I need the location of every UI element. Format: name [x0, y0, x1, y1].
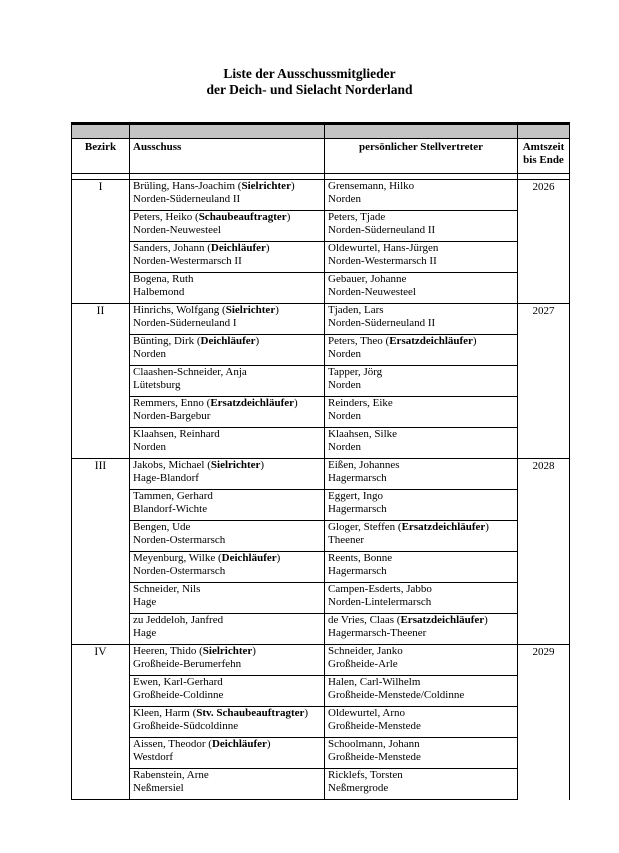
member-row [72, 304, 570, 335]
deputy-place: Hagermarsch [328, 471, 387, 484]
member-name: Aissen, Theodor [133, 738, 206, 750]
member-cell [130, 521, 325, 552]
header-bar-cell [72, 124, 130, 139]
member-role: Stv. Schaubeauftragter [196, 707, 305, 719]
deputy-place: Norden [328, 192, 361, 205]
deputy-cell [325, 707, 518, 738]
deputy-role: Ersatzdeichläufer [389, 335, 473, 347]
member-name: Bünting, Dirk [133, 335, 195, 347]
member-name-line [133, 428, 321, 441]
member-row [72, 707, 570, 738]
deputy-cell [325, 366, 518, 397]
member-name: Schneider, Nils [133, 583, 201, 595]
title-line-2: der Deich- und Sielacht Norderland [206, 82, 413, 97]
deputy-name: Reents, Bonne [328, 552, 393, 564]
member-place: Norden-Bargebur [133, 409, 211, 422]
deputy-name: Tjaden, Lars [328, 304, 384, 316]
member-name: Remmers, Enno [133, 397, 204, 409]
deputy-name-line [328, 459, 514, 472]
member-name: zu Jeddeloh, Janfred [133, 614, 224, 626]
member-cell [130, 304, 325, 335]
member-name-line [133, 614, 321, 627]
deputy-name-line [328, 366, 514, 379]
deputy-cell [325, 397, 518, 428]
member-row [72, 738, 570, 769]
deputy-place: Norden [328, 378, 361, 391]
deputy-place: Norden-Süderneuland II [328, 223, 436, 236]
member-name-line [133, 490, 321, 503]
deputy-place: Norden-Süderneuland II [328, 316, 436, 329]
member-place: Norden-Ostermarsch [133, 564, 226, 577]
member-cell [130, 428, 325, 459]
deputy-name: Campen-Esderts, Jabbo [328, 583, 432, 595]
member-place: Norden-Süderneuland I [133, 316, 237, 329]
deputy-name: de Vries, Claas [328, 614, 395, 626]
deputy-role: Ersatzdeichläufer [400, 614, 485, 626]
header-row [72, 139, 570, 174]
member-place: Halbemond [133, 285, 185, 298]
deputy-name-line: Peters, Theo (Ersatzdeichläufer) [328, 335, 477, 347]
member-row [72, 211, 570, 242]
member-name-line: Meyenburg, Wilke (Deichläufer) [133, 552, 281, 564]
member-name-line [133, 676, 321, 689]
member-name: Heeren, Thido [133, 645, 197, 657]
deputy-place: Hagermarsch-Theener [328, 626, 427, 639]
deputy-name-line [328, 707, 514, 720]
member-name-line [133, 583, 321, 596]
deputy-name: Grensemann, Hilko [328, 180, 415, 192]
header-amtszeit [518, 139, 570, 174]
member-place: Lütetsburg [133, 378, 181, 391]
deputy-name-line [328, 242, 514, 255]
deputy-place: Großheide-Arle [328, 657, 398, 670]
member-cell [130, 335, 325, 366]
member-row [72, 180, 570, 211]
member-name: Bogena, Ruth [133, 273, 194, 285]
member-name: Claashen-Schneider, Anja [133, 366, 247, 378]
member-cell [130, 552, 325, 583]
member-cell [130, 583, 325, 614]
member-cell [130, 211, 325, 242]
deputy-cell [325, 273, 518, 304]
deputy-place: Norden-Westermarsch II [328, 254, 437, 267]
deputy-cell [325, 242, 518, 273]
deputy-place: Hagermarsch [328, 502, 387, 515]
deputy-cell [325, 769, 518, 800]
header-bar [72, 124, 570, 139]
deputy-name: Klaahsen, Silke [328, 428, 398, 440]
deputy-name: Ricklefs, Torsten [328, 769, 403, 781]
bezirk-cell: I [72, 180, 130, 304]
bezirk-cell: III [72, 459, 130, 645]
deputy-place: Norden-Lintelermarsch [328, 595, 432, 608]
member-cell [130, 459, 325, 490]
deputy-name-line [328, 211, 514, 224]
amtszeit-cell: 2026 [518, 180, 570, 304]
member-role: Deichläufer [200, 335, 256, 347]
member-place: Blandorf-Wichte [133, 502, 208, 515]
member-role: Sielrichter [210, 459, 261, 471]
member-cell [130, 676, 325, 707]
member-row [72, 242, 570, 273]
member-place: Hage [133, 626, 157, 639]
deputy-name: Schoolmann, Johann [328, 738, 420, 750]
deputy-place: Großheide-Menstede [328, 719, 421, 732]
member-place: Norden-Ostermarsch [133, 533, 226, 546]
bezirk-cell: II [72, 304, 130, 459]
deputy-name: Oldewurtel, Hans-Jürgen [328, 242, 439, 254]
member-place: Norden-Neuwesteel [133, 223, 221, 236]
deputy-name-line [328, 180, 514, 193]
deputy-name-line [328, 738, 514, 751]
member-row [72, 676, 570, 707]
amtszeit-cell: 2027 [518, 304, 570, 459]
deputy-name: Eißen, Johannes [328, 459, 400, 471]
deputy-cell [325, 428, 518, 459]
member-row [72, 459, 570, 490]
deputy-name: Halen, Carl-Wilhelm [328, 676, 421, 688]
member-place: Norden [133, 347, 166, 360]
header-amtszeit-line1: Amtszeit [522, 141, 565, 153]
member-cell [130, 490, 325, 521]
member-name: Kleen, Harm [133, 707, 190, 719]
member-row [72, 397, 570, 428]
deputy-name-line: Gloger, Steffen (Ersatzdeichläufer) [328, 521, 489, 533]
member-cell [130, 180, 325, 211]
member-row [72, 614, 570, 645]
member-role: Schaubeauftragter [198, 211, 287, 223]
deputy-name: Tapper, Jörg [328, 366, 383, 378]
header-amtszeit-line2: bis Ende [523, 153, 564, 166]
member-name: Bengen, Ude [133, 521, 191, 533]
deputy-name: Reinders, Eike [328, 397, 393, 409]
member-name: Tammen, Gerhard [133, 490, 213, 502]
deputy-place: Norden [328, 347, 361, 360]
deputy-cell [325, 459, 518, 490]
deputy-name: Peters, Theo [328, 335, 383, 347]
deputy-name-line [328, 428, 514, 441]
deputy-cell [325, 738, 518, 769]
deputy-cell [325, 211, 518, 242]
deputy-place: Norden [328, 409, 361, 422]
deputy-name: Gebauer, Johanne [328, 273, 407, 285]
member-role: Deichläufer [211, 738, 267, 750]
amtszeit-cell: 2029 [518, 645, 570, 800]
deputy-name-line [328, 769, 514, 782]
deputy-place: Großheide-Menstede [328, 750, 421, 763]
header-bezirk: Bezirk [72, 139, 130, 174]
deputy-name-line [328, 490, 514, 503]
member-place: Großheide-Südcoldinne [133, 719, 239, 732]
member-row [72, 490, 570, 521]
deputy-cell [325, 490, 518, 521]
deputy-cell [325, 521, 518, 552]
member-row [72, 583, 570, 614]
member-name-line: Kleen, Harm (Stv. Schaubeauftragter) [133, 707, 309, 719]
deputy-name-line: de Vries, Claas (Ersatzdeichläufer) [328, 614, 488, 626]
bezirk-cell: IV [72, 645, 130, 800]
deputy-name-line [328, 397, 514, 410]
member-place: Großheide-Coldinne [133, 688, 224, 701]
deputy-name: Eggert, Ingo [328, 490, 383, 502]
deputy-name: Oldewurtel, Arno [328, 707, 405, 719]
member-name: Sanders, Johann [133, 242, 205, 254]
member-name-line: Remmers, Enno (Ersatzdeichläufer) [133, 397, 298, 409]
deputy-name-line [328, 676, 514, 689]
member-name-line: Bünting, Dirk (Deichläufer) [133, 335, 260, 347]
member-name-line: Heeren, Thido (Sielrichter) [133, 645, 256, 657]
member-place: Hage-Blandorf [133, 471, 199, 484]
member-name: Peters, Heiko [133, 211, 193, 223]
member-cell [130, 769, 325, 800]
member-name: Hinrichs, Wolfgang [133, 304, 220, 316]
amtszeit-cell: 2028 [518, 459, 570, 645]
member-name: Brüling, Hans-Joachim [133, 180, 236, 192]
member-name-line [133, 521, 321, 534]
deputy-name-line [328, 583, 514, 596]
member-name-line: Hinrichs, Wolfgang (Sielrichter) [133, 304, 279, 316]
member-role: Deichläufer [210, 242, 266, 254]
header-bar-cell [325, 124, 518, 139]
member-row [72, 645, 570, 676]
deputy-name-line [328, 645, 514, 658]
member-row [72, 521, 570, 552]
member-cell [130, 645, 325, 676]
member-row [72, 335, 570, 366]
member-row [72, 366, 570, 397]
deputy-name-line [328, 552, 514, 565]
member-place: Norden-Westermarsch II [133, 254, 242, 267]
member-name-line: Peters, Heiko (Schaubeauftragter) [133, 211, 291, 223]
title-line-1: Liste der Ausschussmitglieder [223, 66, 396, 81]
deputy-cell [325, 552, 518, 583]
member-name: Meyenburg, Wilke [133, 552, 216, 564]
deputy-place: Neßmergrode [328, 781, 389, 794]
member-name-line: Brüling, Hans-Joachim (Sielrichter) [133, 180, 295, 192]
member-cell [130, 397, 325, 428]
header-stellvertreter: persönlicher Stellvertreter [325, 139, 518, 174]
member-name: Ewen, Karl-Gerhard [133, 676, 223, 688]
deputy-name: Gloger, Steffen [328, 521, 396, 533]
member-name: Jakobs, Michael [133, 459, 205, 471]
member-place: Großheide-Berumerfehn [133, 657, 242, 670]
member-row [72, 552, 570, 583]
member-place: Westdorf [133, 750, 174, 763]
member-cell [130, 366, 325, 397]
deputy-cell [325, 645, 518, 676]
member-cell [130, 614, 325, 645]
member-name-line: Sanders, Johann (Deichläufer) [133, 242, 270, 254]
deputy-name: Schneider, Janko [328, 645, 403, 657]
deputy-cell [325, 335, 518, 366]
member-place: Hage [133, 595, 157, 608]
members-table-body [72, 124, 570, 800]
member-place: Norden [133, 440, 166, 453]
member-place: Neßmersiel [133, 781, 184, 794]
member-role: Ersatzdeichläufer [210, 397, 295, 409]
member-row [72, 428, 570, 459]
deputy-cell [325, 614, 518, 645]
deputy-name-line [328, 304, 514, 317]
member-name-line [133, 769, 321, 782]
member-name-line: Aissen, Theodor (Deichläufer) [133, 738, 271, 750]
member-place: Norden-Süderneuland II [133, 192, 241, 205]
member-cell [130, 273, 325, 304]
member-name: Rabenstein, Arne [133, 769, 209, 781]
member-name-line [133, 366, 321, 379]
member-name-line: Jakobs, Michael (Sielrichter) [133, 459, 265, 471]
member-row [72, 769, 570, 800]
member-cell [130, 738, 325, 769]
deputy-place: Norden [328, 440, 361, 453]
deputy-role: Ersatzdeichläufer [401, 521, 486, 533]
member-cell [130, 242, 325, 273]
member-role: Sielrichter [202, 645, 253, 657]
deputy-cell [325, 583, 518, 614]
deputy-cell [325, 304, 518, 335]
deputy-name-line [328, 273, 514, 286]
member-name-line [133, 273, 321, 286]
member-role: Sielrichter [241, 180, 291, 192]
deputy-name: Peters, Tjade [328, 211, 386, 223]
member-cell [130, 707, 325, 738]
deputy-place: Theener [328, 533, 365, 546]
member-name: Klaahsen, Reinhard [133, 428, 220, 440]
member-row [72, 273, 570, 304]
member-role: Deichläufer [221, 552, 277, 564]
members-table [71, 122, 570, 800]
header-bar-cell [130, 124, 325, 139]
deputy-place: Norden-Neuwesteel [328, 285, 416, 298]
member-role: Sielrichter [225, 304, 276, 316]
deputy-cell [325, 676, 518, 707]
deputy-place: Hagermarsch [328, 564, 387, 577]
header-ausschuss: Ausschuss [130, 139, 325, 174]
header-bar-cell [518, 124, 570, 139]
deputy-cell [325, 180, 518, 211]
deputy-place: Großheide-Menstede/Coldinne [328, 688, 465, 701]
